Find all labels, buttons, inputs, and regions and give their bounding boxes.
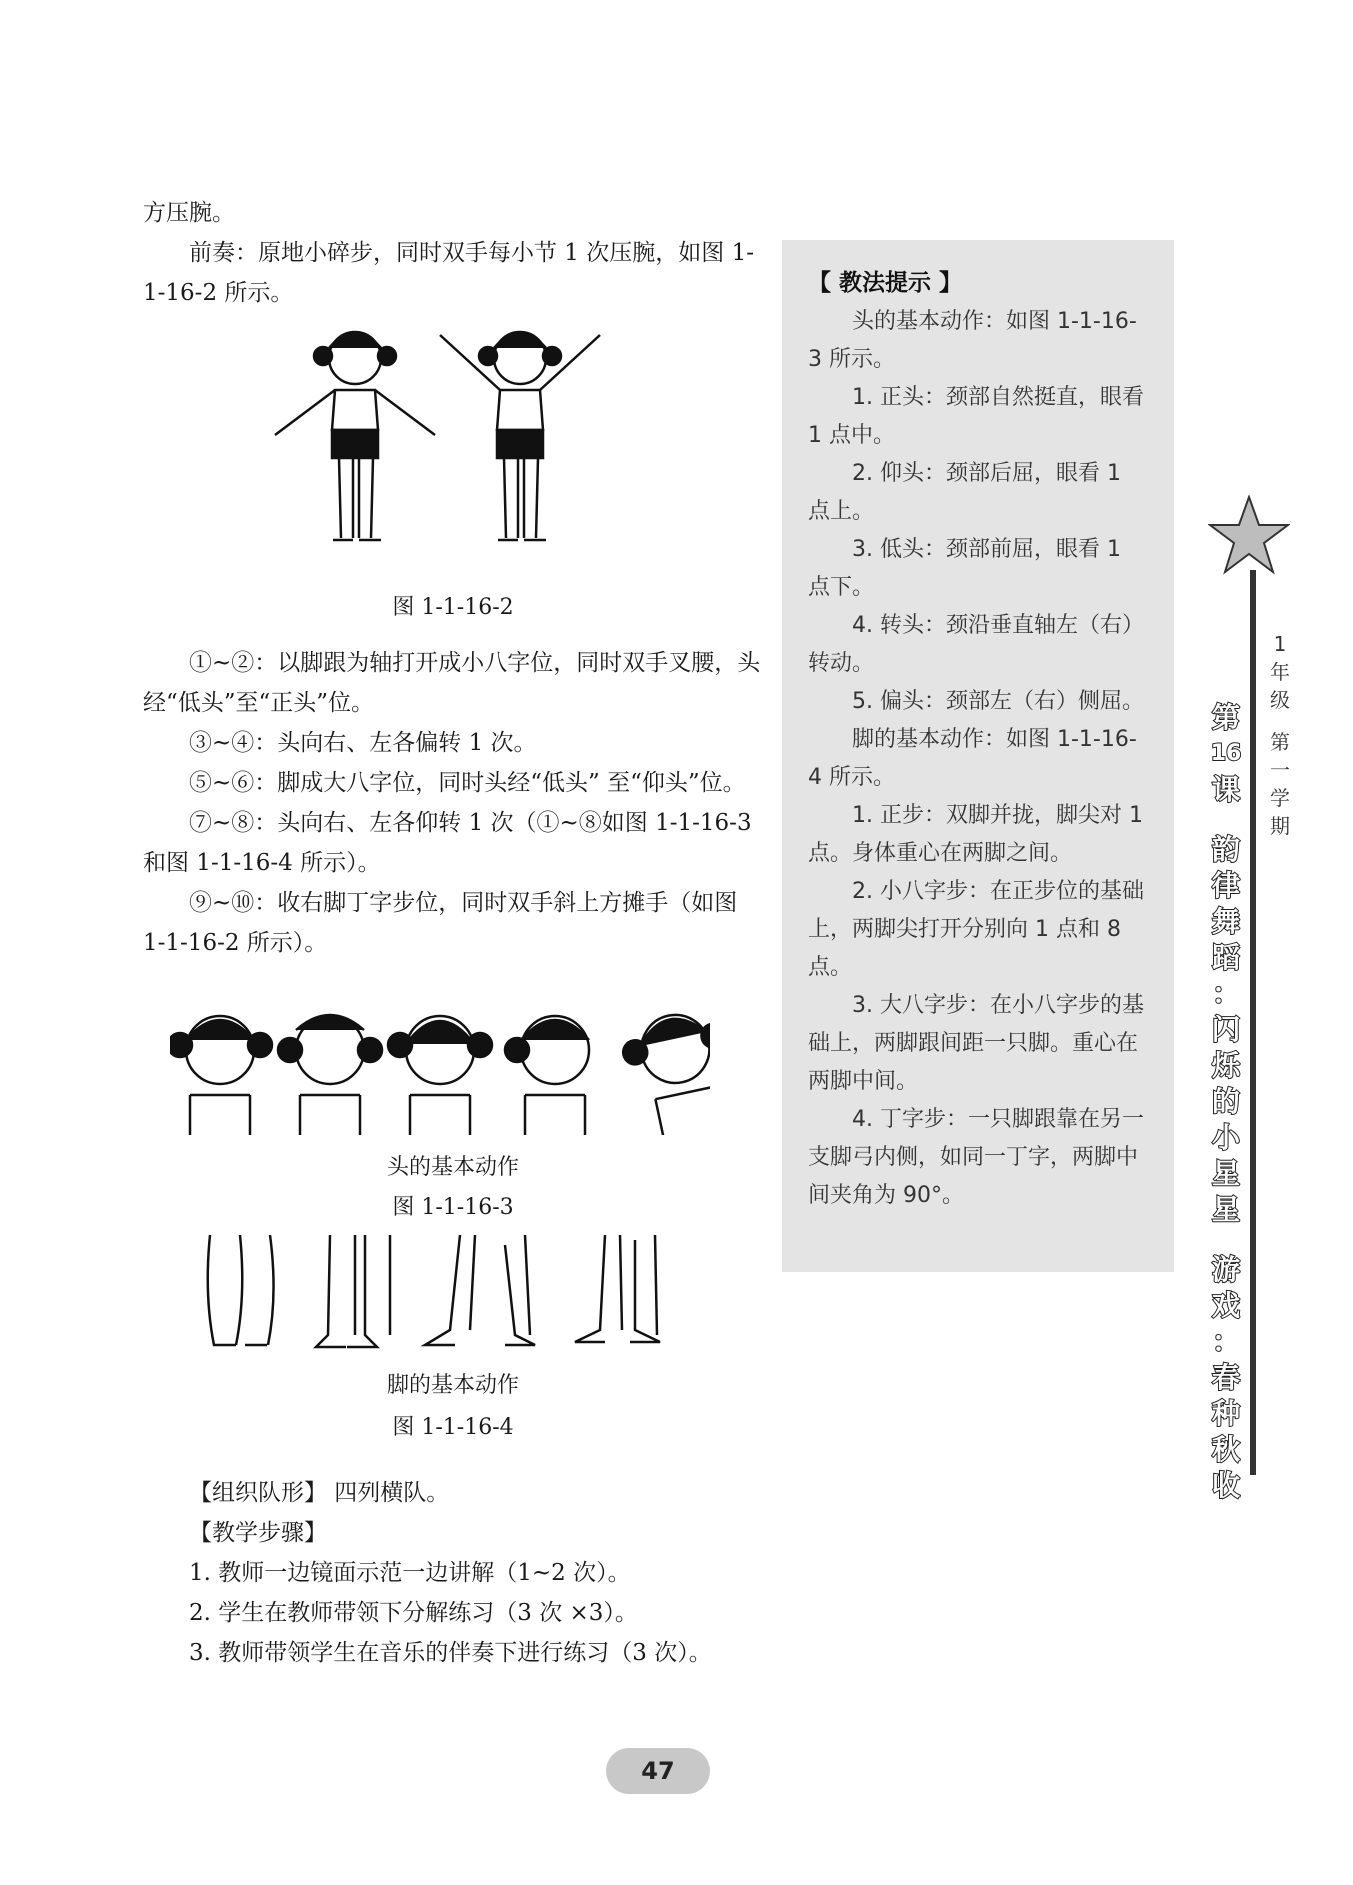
- page-number: 47: [606, 1748, 710, 1794]
- step-1: ①~②：以脚跟为轴打开成小八字位，同时双手叉腰，头经“低头”至“正头”位。: [143, 650, 761, 716]
- tips-para: 头的基本动作：如图 1-1-16-3 所示。: [808, 309, 1137, 372]
- tips-para: 1. 正步：双脚并拢，脚尖对 1 点。身体重心在两脚之间。: [808, 803, 1143, 866]
- figure-title-3: 头的基本动作: [386, 1155, 519, 1180]
- tips-para: 3. 低头：颈部前屈，眼看 1 点下。: [808, 537, 1121, 600]
- tips-para: 5. 偏头：颈部左（右）侧屈。: [852, 689, 1144, 714]
- tips-para: 1. 正头：颈部自然挺直，眼看 1 点中。: [808, 385, 1144, 448]
- step-3: ⑤~⑥：脚成大八字位，同时头经“低头” 至“仰头”位。: [189, 770, 746, 796]
- figure-caption-4: 图 1-1-16-4: [392, 1415, 514, 1440]
- tips-para: 2. 小八字步：在正步位的基础上，两脚尖打开分别向 1 点和 8 点。: [808, 879, 1144, 980]
- figure-caption-2: 图 1-1-16-2: [392, 595, 514, 620]
- semester-label: 1 年 级 第 一 学 期: [1270, 632, 1290, 838]
- step-5: ⑨~⑩：收右脚丁字步位，同时双手斜上方摊手（如图 1-1-16-2 所示）。: [143, 890, 738, 956]
- tips-para: 4. 转头：颈沿垂直轴左（右）转动。: [808, 613, 1144, 676]
- paragraph-prelude: 前奏：原地小碎步，同时双手每小节 1 次压腕，如图 1-1-16-2 所示。: [143, 240, 754, 306]
- figure-standing-children: [265, 318, 615, 568]
- tips-para: 2. 仰头：颈部后屈，眼看 1 点上。: [808, 461, 1121, 524]
- teach-step-1: 1. 教师一边镜面示范一边讲解（1~2 次）。: [189, 1560, 631, 1586]
- figure-title-4: 脚的基本动作: [386, 1373, 519, 1398]
- teach-steps-heading: 【教学步骤】: [189, 1520, 327, 1546]
- teach-step-2: 2. 学生在教师带领下分解练习（3 次 ×3）。: [189, 1600, 638, 1626]
- main-column-top: [143, 193, 763, 313]
- figure-caption-3: 图 1-1-16-3: [392, 1195, 514, 1220]
- formation-line: 【组织队形】 四列横队。: [189, 1480, 450, 1506]
- tips-para: 脚的基本动作：如图 1-1-16-4 所示。: [808, 727, 1137, 790]
- side-divider: [1250, 570, 1256, 1475]
- lesson-title-vertical: 第 16 课 韵 律 舞 蹈 ： 闪 烁 的 小 星 星 游 戏 ： 春 种 秋 收: [1210, 701, 1242, 1502]
- step-4: ⑦~⑧：头向右、左各仰转 1 次（①~⑧如图 1-1-16-3 和图 1-1-16-4 所示）。: [143, 810, 752, 876]
- main-column-bottom: [143, 1473, 763, 1673]
- figure-foot-positions: [190, 1235, 710, 1355]
- star-icon: [1208, 495, 1290, 575]
- teach-step-3: 3. 教师带领学生在音乐的伴奏下进行练习（3 次）。: [189, 1640, 712, 1666]
- figure-head-movements: [170, 1000, 710, 1135]
- tips-para: 3. 大八字步：在小八字步的基础上，两脚跟间距一只脚。重心在两脚中间。: [808, 993, 1144, 1094]
- paragraph-continuation: 方压腕。: [143, 200, 235, 226]
- main-column-steps: [143, 643, 763, 963]
- step-2: ③~④：头向右、左各偏转 1 次。: [189, 730, 537, 756]
- teaching-tips-box: [782, 240, 1174, 1272]
- tips-heading: 【 教法提示 】: [808, 270, 963, 296]
- tips-para: 4. 丁字步：一只脚跟靠在另一支脚弓内侧，如同一丁字，两脚中间夹角为 90°。: [808, 1107, 1144, 1208]
